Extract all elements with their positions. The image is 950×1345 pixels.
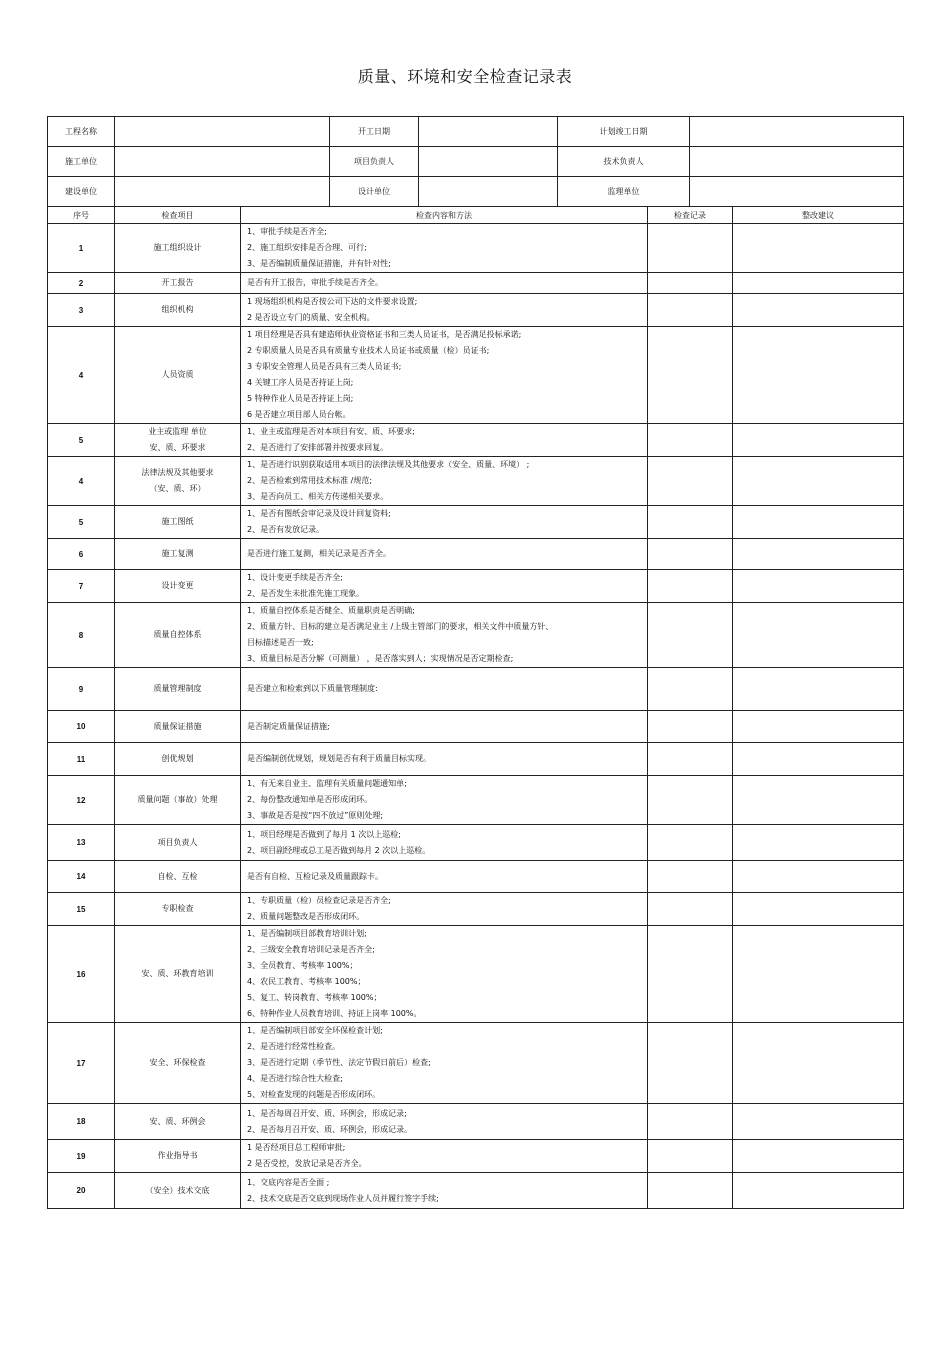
rectification-cell[interactable] [733, 711, 904, 743]
table-row [48, 926, 904, 1023]
check-content-line: 目标描述是否一致; [247, 638, 314, 647]
check-content [241, 273, 648, 294]
rectification-cell[interactable] [733, 224, 904, 273]
check-content-line: 1、是否编制项目部安全环保检查计划; [247, 1026, 383, 1035]
check-record-cell[interactable] [648, 1023, 733, 1104]
check-content-line: 6 是否建立项目部人员台帐。 [247, 410, 351, 419]
check-item-text: 安、质、环教育培训 [141, 969, 214, 978]
inspection-table [47, 116, 904, 1209]
row-number: 5 [48, 506, 115, 539]
check-content-line: 5 特种作业人员是否持证上岗; [247, 394, 354, 403]
check-content [241, 861, 648, 893]
project-manager-value[interactable] [419, 147, 558, 177]
check-content [241, 668, 648, 711]
check-item-text: 开工报告 [161, 278, 194, 287]
check-record-cell[interactable] [648, 294, 733, 327]
check-content-line: 3、是否编制质量保证措施，并有针对性; [247, 259, 391, 268]
page-title: 质量、环境和安全检查记录表 [357, 67, 573, 86]
row-number: 3 [48, 294, 115, 327]
check-record-cell[interactable] [648, 457, 733, 506]
check-item [115, 457, 241, 506]
check-content [241, 424, 648, 457]
check-record-cell[interactable] [648, 603, 733, 668]
check-item [115, 327, 241, 424]
rectification-cell[interactable] [733, 273, 904, 294]
check-content-line: 2、是否进行了安排部署并按要求回复。 [247, 443, 389, 452]
rectification-cell[interactable] [733, 539, 904, 570]
check-content-line: 1、是否有图纸会审记录及设计回复资料; [247, 509, 391, 518]
check-item [115, 424, 241, 457]
check-content-line: 4 关键工序人员是否持证上岗; [247, 378, 354, 387]
row-number: 8 [48, 603, 115, 668]
check-item [115, 570, 241, 603]
check-record-cell[interactable] [648, 926, 733, 1023]
check-item [115, 506, 241, 539]
table-row [48, 327, 904, 424]
rectification-cell[interactable] [733, 424, 904, 457]
check-item-text: （安全）技术交底 [145, 1185, 210, 1195]
table-row [48, 893, 904, 926]
rectification-cell[interactable] [733, 1140, 904, 1173]
check-content [241, 776, 648, 825]
check-content-line: 是否有自检、互检记录及质量跟踪卡。 [247, 871, 383, 881]
check-record-cell[interactable] [648, 711, 733, 743]
check-item-text: 施工复测 [161, 549, 194, 558]
table-row [48, 539, 904, 570]
check-content-line: 4、是否进行综合性大检查; [247, 1074, 343, 1083]
check-content-line: 1、专职质量（检）员检查记录是否齐全; [247, 896, 391, 905]
table-row [48, 776, 904, 825]
check-content-line: 3、质量目标是否分解（可测量） ，是否落实到人；实现情况是否定期检查; [247, 654, 514, 663]
check-content-line: 2、项目副经理或总工是否做到每月 2 次以上巡检。 [247, 845, 431, 855]
row-number: 20 [48, 1173, 115, 1209]
table-row [48, 861, 904, 893]
table-row [48, 1023, 904, 1104]
table-row [48, 711, 904, 743]
check-content-line: 2、是否进行经常性检查。 [247, 1042, 341, 1051]
start-date-label: 开工日期 [330, 117, 419, 147]
check-content-line: 1、是否每周召开安、质、环例会，形成记录; [247, 1108, 407, 1118]
check-content-line: 是否建立和检索到以下质量管理制度: [247, 684, 378, 693]
row-number: 19 [48, 1140, 115, 1173]
check-content [241, 506, 648, 539]
check-item-text: 组织机构 [161, 305, 194, 314]
check-record-cell[interactable] [648, 668, 733, 711]
check-content-line: 是否进行施工复测，相关记录是否齐全。 [247, 549, 391, 558]
row-number: 14 [48, 861, 115, 893]
check-record-cell[interactable] [648, 570, 733, 603]
column-header-content: 检查内容和方法 [241, 207, 648, 224]
check-item [115, 1140, 241, 1173]
check-content-line: 2、质量方针、目标的建立是否满足业主 /上级主管部门的要求，相关文件中质量方针、 [247, 622, 554, 631]
check-content-line: 1、有无来自业主、监理有关质量问题通知单; [247, 779, 407, 788]
check-item [115, 224, 241, 273]
check-item [115, 1023, 241, 1104]
check-item-text: 安全、环保检查 [149, 1058, 206, 1067]
check-content [241, 294, 648, 327]
check-record-cell[interactable] [648, 1140, 733, 1173]
rectification-cell[interactable] [733, 776, 904, 825]
table-row [48, 424, 904, 457]
check-content-line: 2、是否每月召开安、质、环例会，形成记录。 [247, 1124, 413, 1134]
check-content-line: 6、特种作业人员教育培训、持证上岗率 100%。 [247, 1009, 422, 1018]
info-row [48, 177, 904, 207]
check-content-line: 3、全员教育、考核率 100%； [247, 961, 358, 970]
table-row [48, 1104, 904, 1140]
owner-unit-value[interactable] [115, 177, 330, 207]
check-record-cell[interactable] [648, 506, 733, 539]
rectification-cell[interactable] [733, 1023, 904, 1104]
row-number: 11 [48, 743, 115, 776]
project-manager-label: 项目负责人 [330, 147, 419, 177]
design-unit-value[interactable] [419, 177, 558, 207]
rectification-cell[interactable] [733, 926, 904, 1023]
row-number: 5 [48, 424, 115, 457]
check-record-cell[interactable] [648, 893, 733, 926]
check-item [115, 711, 241, 743]
check-record-cell[interactable] [648, 327, 733, 424]
design-unit-label: 设计单位 [330, 177, 419, 207]
column-header-record: 检查记录 [648, 207, 733, 224]
check-content-line: 5、对检查发现的问题是否形成闭环。 [247, 1090, 381, 1099]
check-content-line: 是否有开工报告，审批手续是否齐全。 [247, 278, 383, 287]
table-row [48, 457, 904, 506]
construction-unit-value[interactable] [115, 147, 330, 177]
check-content [241, 825, 648, 861]
check-content-line: 3、事故是否是按“四不放过”原则处理; [247, 811, 384, 820]
column-header-row [48, 207, 904, 224]
check-item-text: 安、质、环例会 [149, 1116, 206, 1126]
check-content-line: 1、设计变更手续是否齐全; [247, 573, 343, 582]
check-item-text: 施工组织设计 [153, 243, 202, 252]
planned-completion-label: 计划竣工日期 [558, 117, 690, 147]
rectification-cell[interactable] [733, 506, 904, 539]
table-row [48, 506, 904, 539]
check-record-cell[interactable] [648, 424, 733, 457]
check-record-cell[interactable] [648, 776, 733, 825]
project-name-label: 工程名称 [48, 117, 115, 147]
check-content-line: 1、审批手续是否齐全; [247, 227, 327, 236]
table-row [48, 294, 904, 327]
owner-unit-label: 建设单位 [48, 177, 115, 207]
check-content-line: 2、是否检索到常用技术标准 /规范; [247, 476, 373, 485]
check-content-line: 2、每份整改通知单是否形成闭环。 [247, 795, 373, 804]
check-content-line: 1、交底内容是否全面 ; [247, 1177, 330, 1187]
check-content-line: 3、是否向员工、相关方传递相关要求。 [247, 492, 389, 501]
check-content-line: 2、是否发生未批准先施工现象。 [247, 589, 365, 598]
check-content-line: 1、业主或监理是否对本项目有安、质、环要求; [247, 427, 415, 436]
check-content [241, 893, 648, 926]
technical-lead-value[interactable] [690, 147, 904, 177]
check-content-line: 5、复工、转岗教育、考核率 100%； [247, 993, 382, 1002]
check-content-line: 1、项目经理是否做到了每月 1 次以上巡检; [247, 829, 401, 839]
row-number: 12 [48, 776, 115, 825]
check-item [115, 743, 241, 776]
technical-lead-label: 技术负责人 [558, 147, 690, 177]
rectification-cell[interactable] [733, 570, 904, 603]
table-row [48, 570, 904, 603]
row-number: 4 [48, 457, 115, 506]
check-content-line: 1、是否编制项目部教育培训计划; [247, 929, 367, 938]
check-content [241, 603, 648, 668]
construction-unit-label: 施工单位 [48, 147, 115, 177]
check-item [115, 603, 241, 668]
check-item [115, 273, 241, 294]
rectification-cell[interactable] [733, 668, 904, 711]
check-item-text: 人员资质 [161, 370, 194, 379]
supervision-unit-value[interactable] [690, 177, 904, 207]
check-item-text: 质量管理制度 [153, 684, 202, 693]
check-content-line: 2、三级安全教育培训记录是否齐全; [247, 945, 375, 954]
rectification-cell[interactable] [733, 861, 904, 893]
table-row [48, 1173, 904, 1209]
planned-completion-value[interactable] [690, 117, 904, 147]
rectification-cell[interactable] [733, 457, 904, 506]
check-content-line: 1 项目经理是否具有建造师执业资格证书和三类人员证书，是否满足投标承诺; [247, 330, 522, 339]
row-number: 4 [48, 327, 115, 424]
check-content-line: 2、技术交底是否交底到现场作业人员并履行签字手续; [247, 1193, 439, 1203]
check-record-cell[interactable] [648, 224, 733, 273]
check-item-text: 质量自控体系 [153, 630, 202, 639]
check-content-line: 3 专职安全管理人员是否具有三类人员证书; [247, 362, 402, 371]
table-row [48, 603, 904, 668]
check-item [115, 294, 241, 327]
rectification-cell[interactable] [733, 743, 904, 776]
check-record-cell[interactable] [648, 539, 733, 570]
check-item [115, 861, 241, 893]
table-row [48, 825, 904, 861]
check-item [115, 926, 241, 1023]
row-number: 16 [48, 926, 115, 1023]
info-row [48, 147, 904, 177]
check-content-line: 1、是否进行识别获取适用本项目的法律法规及其他要求（安全、质量、环境） ; [247, 460, 530, 469]
check-record-cell[interactable] [648, 861, 733, 893]
check-item-text: 质量问题（事故）处理 [137, 795, 218, 804]
supervision-unit-label: 监理单位 [558, 177, 690, 207]
check-content-line: 2、质量问题整改是否形成闭环。 [247, 912, 365, 921]
row-number: 2 [48, 273, 115, 294]
rectification-cell[interactable] [733, 294, 904, 327]
rectification-cell[interactable] [733, 603, 904, 668]
row-number: 1 [48, 224, 115, 273]
column-header-item: 检查项目 [115, 207, 241, 224]
row-number: 6 [48, 539, 115, 570]
check-item [115, 539, 241, 570]
table-row [48, 1140, 904, 1173]
check-content [241, 539, 648, 570]
check-item-text: （安、质、环） [149, 484, 206, 493]
check-content [241, 1173, 648, 1209]
check-item-text: 设计变更 [161, 581, 194, 590]
rectification-cell[interactable] [733, 893, 904, 926]
check-record-cell[interactable] [648, 825, 733, 861]
check-record-cell[interactable] [648, 273, 733, 294]
check-item-text: 施工图纸 [161, 517, 194, 526]
check-content-line: 2 是否受控，发放记录是否齐全。 [247, 1159, 367, 1168]
check-item [115, 1173, 241, 1209]
check-content-line: 2、施工组织安排是否合理、可行; [247, 243, 367, 252]
column-header-suggestion: 整改建议 [733, 207, 904, 224]
check-item [115, 1104, 241, 1140]
check-item [115, 776, 241, 825]
check-record-cell[interactable] [648, 1173, 733, 1209]
table-row [48, 668, 904, 711]
check-content-line: 2 专职质量人员是否具有质量专业技术人员证书或质量（检）员证书; [247, 346, 490, 355]
check-item-text: 自检、互检 [157, 871, 198, 881]
row-number: 18 [48, 1104, 115, 1140]
check-content [241, 926, 648, 1023]
check-item-text: 专职检查 [161, 904, 194, 913]
row-number: 7 [48, 570, 115, 603]
check-content [241, 457, 648, 506]
table-row [48, 743, 904, 776]
check-item-text: 质量保证措施 [153, 721, 202, 731]
check-content [241, 1104, 648, 1140]
check-content-line: 1 现场组织机构是否按公司下达的文件要求设置; [247, 297, 418, 306]
rectification-cell[interactable] [733, 1173, 904, 1209]
check-content-line: 3、是否进行定期（季节性、法定节假日前后）检查; [247, 1058, 431, 1067]
check-item [115, 893, 241, 926]
row-number: 9 [48, 668, 115, 711]
check-content-line: 2、是否有发放记录。 [247, 525, 325, 534]
check-content [241, 224, 648, 273]
check-item-text: 创优规划 [161, 754, 194, 763]
check-content [241, 711, 648, 743]
check-item-text: 安、质、环要求 [149, 443, 206, 452]
rectification-cell[interactable] [733, 1104, 904, 1140]
check-item [115, 668, 241, 711]
project-name-value[interactable] [115, 117, 330, 147]
row-number: 15 [48, 893, 115, 926]
check-content [241, 1023, 648, 1104]
check-content-line: 1 是否经项目总工程师审批; [247, 1143, 346, 1152]
row-number: 10 [48, 711, 115, 743]
table-row [48, 224, 904, 273]
check-content [241, 1140, 648, 1173]
check-record-cell[interactable] [648, 743, 733, 776]
check-content-line: 是否制定质量保证措施; [247, 721, 330, 731]
check-content-line: 2 是否设立专门的质量、安全机构。 [247, 313, 375, 322]
row-number: 17 [48, 1023, 115, 1104]
check-content-line: 4、农民工教育、考核率 100%； [247, 977, 366, 986]
check-content [241, 570, 648, 603]
check-content-line: 1、质量自控体系是否健全、质量职责是否明确; [247, 606, 415, 615]
check-content [241, 743, 648, 776]
check-content [241, 327, 648, 424]
check-item [115, 825, 241, 861]
table-row [48, 273, 904, 294]
rectification-cell[interactable] [733, 327, 904, 424]
start-date-value[interactable] [419, 117, 558, 147]
check-item-text: 项目负责人 [157, 837, 198, 847]
rectification-cell[interactable] [733, 825, 904, 861]
check-content-line: 是否编制创优规划，规划是否有利于质量目标实现。 [247, 754, 431, 763]
check-item-text: 作业指导书 [157, 1151, 198, 1160]
check-item-text: 业主或监理 单位 [148, 427, 207, 436]
info-row [48, 117, 904, 147]
check-item-text: 法律法规及其他要求 [141, 468, 214, 477]
row-number: 13 [48, 825, 115, 861]
check-record-cell[interactable] [648, 1104, 733, 1140]
column-header-no: 序号 [48, 207, 115, 224]
